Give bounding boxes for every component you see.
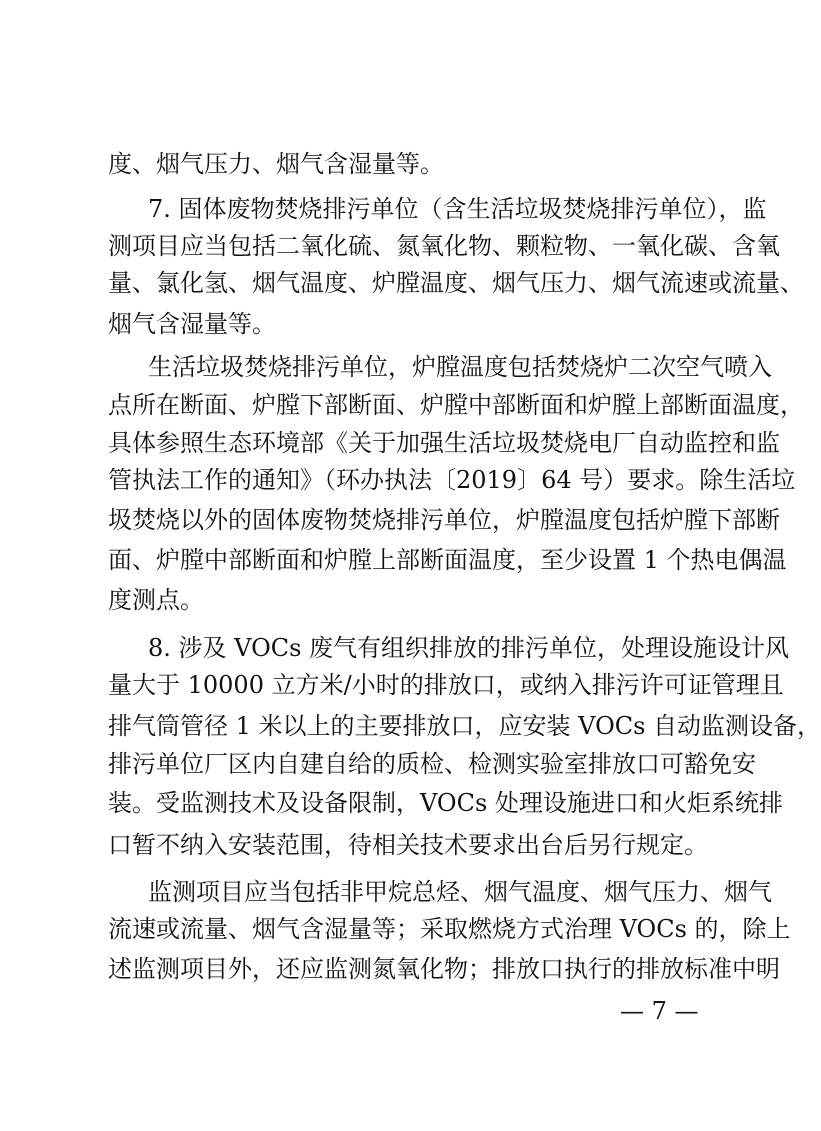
text-line: 管执法工作的通知》（环办执法〔2019〕64 号）要求。除生活垃 <box>108 466 796 494</box>
text-line: 面、炉膛中部断面和炉膛上部断面温度，至少设置 1 个热电偶温 <box>108 546 787 574</box>
text-line: 具体参照生态环境部《关于加强生活垃圾焚烧电厂自动监控和监 <box>108 429 780 457</box>
text-line: 度、烟气压力、烟气含湿量等。 <box>108 150 444 178</box>
text-line: 排气筒管径 1 米以上的主要排放口，应安装 VOCs 自动监测设备， <box>108 712 821 740</box>
text-line: 量、氯化氢、烟气温度、炉膛温度、烟气压力、烟气流速或流量、 <box>108 269 804 297</box>
text-line: 圾焚烧以外的固体废物焚烧排污单位，炉膛温度包括炉膛下部断 <box>108 506 780 534</box>
text-line: 测项目应当包括二氧化硫、氮氧化物、颗粒物、一氧化碳、含氧 <box>108 232 780 260</box>
text-line: 生活垃圾焚烧排污单位，炉膛温度包括焚烧炉二次空气喷入 <box>148 353 772 381</box>
text-line: 量大于 10000 立方米/小时的排放口，或纳入排污许可证管理且 <box>108 671 784 699</box>
text-line: 述监测项目外，还应监测氮氧化物；排放口执行的排放标准中明 <box>108 955 780 983</box>
text-line: 7. 固体废物焚烧排污单位（含生活垃圾焚烧排污单位），监 <box>148 195 767 223</box>
text-line: 流速或流量、烟气含湿量等；采取燃烧方式治理 VOCs 的，除上 <box>108 915 791 943</box>
text-line: 点所在断面、炉膛下部断面、炉膛中部断面和炉膛上部断面温度， <box>108 391 804 419</box>
text-line: 8. 涉及 VOCs 废气有组织排放的排污单位，处理设施设计风 <box>148 634 790 662</box>
text-line: 监测项目应当包括非甲烷总烃、烟气温度、烟气压力、烟气 <box>148 878 772 906</box>
text-line: 口暂不纳入安装范围，待相关技术要求出台后另行规定。 <box>108 831 708 859</box>
text-line: 装。受监测技术及设备限制，VOCs 处理设施进口和火炬系统排 <box>108 789 783 817</box>
text-line: 排污单位厂区内自建自给的质检、检测实验室排放口可豁免安 <box>108 750 756 778</box>
text-line: 烟气含湿量等。 <box>108 310 276 338</box>
page-number: — 7 — <box>620 997 699 1025</box>
text-line: 度测点。 <box>108 586 204 614</box>
